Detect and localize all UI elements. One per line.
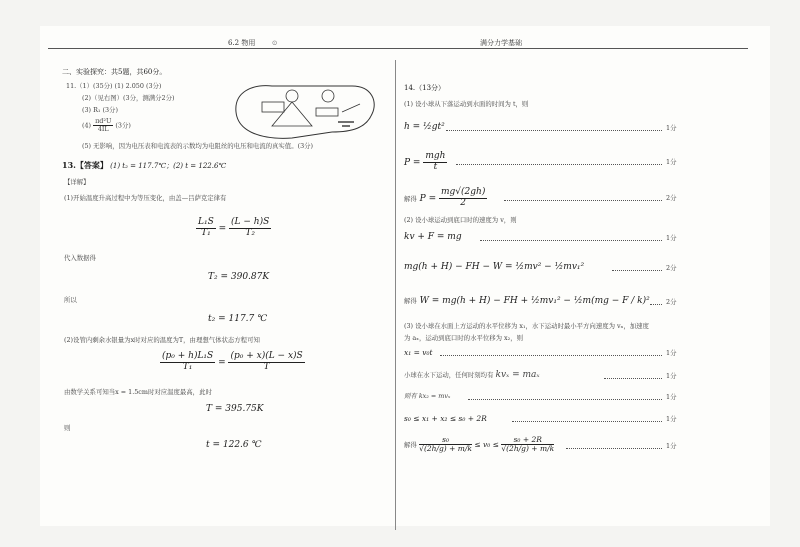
score: 1分 <box>666 415 677 423</box>
q11-line-1: 11.（1）(35分) (1) 2.050 (3分) <box>66 82 162 90</box>
leader-dots <box>480 240 662 241</box>
r-part4-text <box>404 370 540 381</box>
circuit-diagram <box>232 82 378 144</box>
q11-frac-den: 4IL <box>97 125 109 134</box>
q14-title: 14.（13分） <box>404 84 446 92</box>
then-text: 则 <box>64 424 71 432</box>
eq-x1: x₁ = v₀t <box>404 348 433 357</box>
equation-t2: t₂ = 117.7 ℃ <box>208 314 268 324</box>
header-divider <box>48 48 748 49</box>
r-part2-text: (2) 设小球运动到底口时的速度为 v，则 <box>404 216 517 224</box>
leader-dots <box>604 378 662 379</box>
score: 1分 <box>666 349 677 357</box>
score: 1分 <box>666 158 677 166</box>
eq-P2-den: 2 <box>460 197 467 208</box>
section-title: 二、实验探究：共5题，共60分。 <box>62 68 167 76</box>
eq-W <box>404 296 650 307</box>
eq-P2-frac <box>439 188 487 209</box>
eq-P-lhs: P = <box>404 157 421 168</box>
eq-final <box>404 436 554 454</box>
q11-line-4 <box>82 118 131 133</box>
score: 2分 <box>666 194 677 202</box>
column-divider <box>395 60 396 530</box>
q11-4-label: (4) <box>82 121 92 130</box>
eq-P-num: mgh <box>425 151 446 161</box>
score: 1分 <box>666 234 677 242</box>
eq-kx2: 则有 kx₂ = mvₓ <box>404 392 451 400</box>
eq1-left-den: T₁ <box>201 227 211 238</box>
eq-P-solved <box>404 188 487 209</box>
detail-heading: 【详解】 <box>64 178 90 186</box>
score: 2分 <box>666 264 677 272</box>
eq1-left <box>196 218 216 239</box>
score: 1分 <box>666 372 677 380</box>
eq4-right-den: T <box>263 361 270 372</box>
score: 2分 <box>666 298 677 306</box>
eq4-left-den: T₁ <box>182 361 193 372</box>
eq1-right-num: (L − h)S <box>231 217 270 227</box>
eq-energy: mg(h + H) − FH − W = ½mv² − ½mv₁² <box>404 262 585 272</box>
eq-range: s₀ ≤ x₁ + x₂ ≤ s₀ + 2R <box>404 414 487 423</box>
leader-dots <box>456 164 662 165</box>
substitute-text: 代入数据得 <box>64 254 96 262</box>
eq-kvx: kvₓ = maₓ <box>495 370 540 380</box>
score: 1分 <box>666 442 677 450</box>
eq1-right-den: T₂ <box>245 227 255 238</box>
left-header <box>228 38 277 48</box>
leader-dots <box>446 130 662 131</box>
q13-answer-text: (1) t₂ = 117.7℃；(2) t = 122.6℃ <box>110 162 227 170</box>
eq-final-right-den: √(2h/g) + m/k <box>501 444 555 454</box>
eq4-left-num: (p₀ + h)L₁S <box>162 351 214 361</box>
eq-final-left <box>419 436 472 454</box>
score: 1分 <box>666 124 677 132</box>
left-header-title: 6.2 物用 <box>228 39 256 47</box>
leader-dots <box>440 355 662 356</box>
eq-P2-lhs: P = <box>419 193 437 204</box>
leader-dots <box>468 399 662 400</box>
q13-label: 13.【答案】 <box>62 160 108 170</box>
r-part1-text: (1) 设小球从下落运动到水面的时间为 t，则 <box>404 100 529 108</box>
eq-final-left-den: √(2h/g) + m/k <box>419 444 472 454</box>
leader-dots <box>504 200 662 201</box>
equation-t: t = 122.6 ℃ <box>206 440 262 450</box>
eq-final-right-num: s₀ + 2R <box>501 436 554 445</box>
eq-final-mid: ≤ v₀ ≤ <box>474 439 499 449</box>
solve2-label: 解得 <box>404 297 417 305</box>
part1-text: (1)开始温度升高过程中为等压变化，由盖—吕萨克定律有 <box>64 194 227 202</box>
part3-text: 由数学关系可知当x = 1.5cm时对应温度最高，此时 <box>64 388 212 396</box>
eq4-right <box>228 352 304 373</box>
eq-P <box>404 152 447 173</box>
eq-P-frac <box>423 152 447 173</box>
eq-kv: kv + F = mg <box>404 232 462 242</box>
q11-4-score: (3分) <box>115 121 131 130</box>
stamp-icon: ⊙ <box>271 39 278 47</box>
score: 1分 <box>666 393 677 401</box>
q13-answer <box>62 160 226 171</box>
q11-line-2: (2)（见右图）(3分，测满分2分) <box>82 94 175 102</box>
eq-P-den: t <box>433 161 438 172</box>
solve3-label: 解得 <box>404 440 417 449</box>
solve-label: 解得 <box>404 194 417 203</box>
equation-charles: $\frac{\text{L₁S}}{\text{T₁}}$ = $\frac{(L - h)S}{\text{T₂}}$ <box>198 217 270 238</box>
eq1-left-num: L₁S <box>198 217 214 227</box>
q11-fraction <box>93 118 113 133</box>
part2-text: (2)设管内剩余水银量为x时对应的温度为T，由理想气体状态方程可知 <box>64 336 260 344</box>
eq4-left <box>160 352 215 373</box>
eq-final-left-num: s₀ <box>419 436 472 445</box>
leader-dots <box>612 270 662 271</box>
eq-W-text: W = mg(h + H) − FH + ½mv₁² − ½m(mg − F / k)² <box>419 296 650 306</box>
leader-dots <box>512 421 662 422</box>
eq-h: h = ½gt² <box>404 122 445 132</box>
q11-line-3: (3) R₁ (3分) <box>82 106 118 114</box>
eq4-right-num: (p₀ + x)(L − x)S <box>230 351 303 361</box>
equation-T2: T₂ = 390.87K <box>208 272 270 282</box>
equation-T: T = 395.75K <box>206 404 264 414</box>
q11-frac-num: πd²U <box>95 117 112 125</box>
eq-P2-num: mg√(2gh) <box>441 187 486 197</box>
r-part3-text-cont: 为 aₓ，运动到底口时的水平位移为 x₂，则 <box>404 334 523 342</box>
eq-final-right <box>501 436 554 454</box>
equation-ideal-gas: $\frac{\text{(p₀ + h)L₁S}}{\text{T₁}}$ = $\frac{\text{(p₀ + x)(L − x)S}}{T}$ <box>162 351 303 372</box>
q11-line-5: (5) 无影响，因为电压表和电流表的示数均为电阻丝的电压和电流的真实值。(3分) <box>82 142 314 150</box>
r4-text: 小球在水下运动，任何时刻均有 <box>404 371 494 379</box>
right-header-title: 满分力学基础 <box>480 39 522 47</box>
leader-dots <box>650 304 662 305</box>
r-part3-text: (3) 设小球在水面上方运动的水平位移为 x₁，水下运动时最小平方向速度为 vₓ，加速度 <box>404 322 649 330</box>
eq1-right <box>229 218 271 239</box>
so-text: 所以 <box>64 296 77 304</box>
leader-dots <box>566 448 662 449</box>
